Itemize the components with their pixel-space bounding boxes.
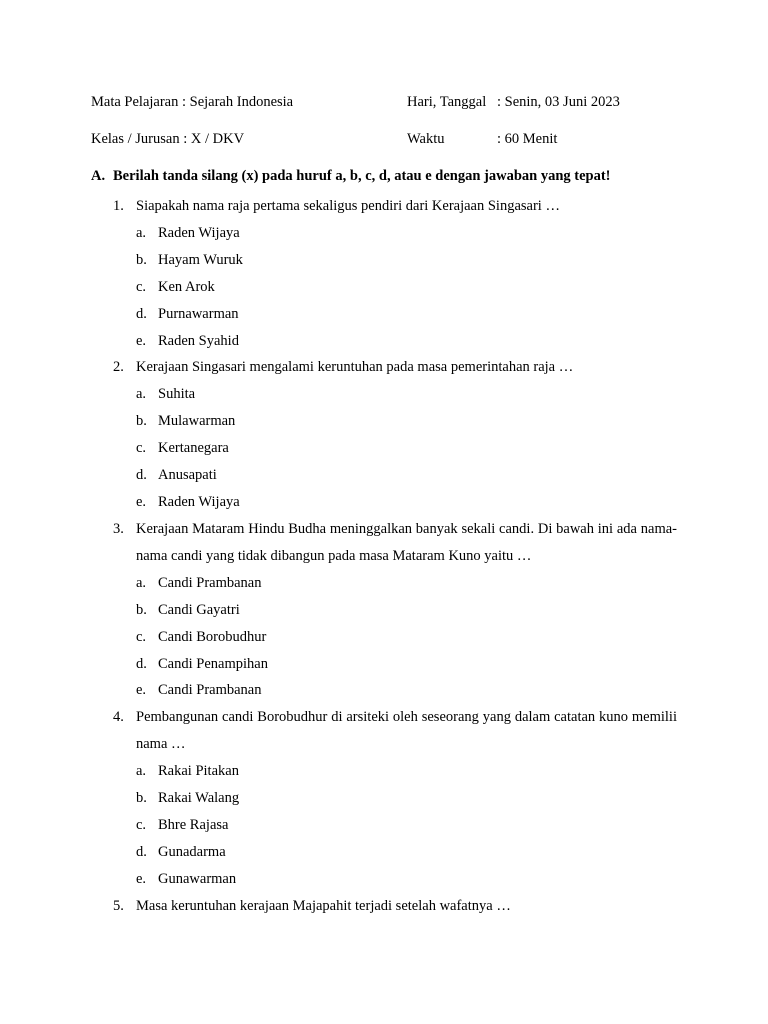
option-text: Candi Prambanan [158, 574, 262, 591]
option-letter: c. [136, 628, 147, 645]
answer-option [113, 328, 677, 355]
class-text: Kelas / Jurusan : X / DKV [91, 131, 245, 147]
option-text: Candi Prambanan [158, 682, 262, 699]
question-body: Siapakah nama raja pertama sekaligus pendiri dari Kerajaan Singasari … [136, 198, 560, 214]
option-text: Kertanegara [158, 440, 229, 457]
question-item [113, 516, 677, 704]
question-body: Kerajaan Mataram Hindu Budha meninggalkan banyak sekali candi. Di bawah ini ada nama-nama candi yang tidak dibangun pada masa Mataram Kuno yaitu … [136, 520, 677, 564]
option-letter: c. [136, 817, 147, 834]
answer-option [113, 489, 677, 516]
option-text: Candi Penampihan [158, 655, 268, 672]
question-body: Masa keruntuhan kerajaan Majapahit terjadi setelah wafatnya … [136, 897, 511, 914]
question-number: 1. [113, 198, 124, 214]
section-instruction-text: Berilah tanda silang (x) pada huruf a, b, c, d, atau e dengan jawaban yang tepat! [113, 168, 611, 184]
question-number: 5. [113, 897, 124, 914]
question-text [113, 516, 677, 570]
answer-option [113, 462, 677, 489]
question-body: Kerajaan Singasari mengalami keruntuhan pada masa pemerintahan raja … [136, 359, 574, 376]
option-letter: b. [136, 251, 147, 268]
option-letter: d. [136, 467, 147, 484]
question-text [113, 193, 677, 220]
option-text: Raden Wijaya [158, 225, 240, 241]
option-text: Mulawarman [158, 413, 236, 430]
answer-option [113, 758, 677, 785]
question-item [113, 704, 677, 892]
option-text: Ken Arok [158, 278, 215, 295]
option-letter: e. [136, 332, 147, 349]
question-list [0, 193, 768, 920]
option-letter: e. [136, 682, 147, 699]
option-letter: e. [136, 494, 147, 511]
option-letter: b. [136, 601, 147, 618]
option-letter: a. [136, 225, 147, 241]
answer-option [113, 812, 677, 839]
option-text: Candi Borobudhur [158, 628, 267, 645]
option-letter: b. [136, 413, 147, 430]
answer-option [113, 866, 677, 893]
answer-option [113, 408, 677, 435]
option-letter: a. [136, 574, 147, 591]
option-text: Bhre Rajasa [158, 817, 229, 834]
option-letter: a. [136, 386, 147, 403]
question-item [113, 193, 677, 354]
answer-option [113, 597, 677, 624]
answer-option [113, 570, 677, 597]
section-letter: A. [91, 168, 106, 184]
option-text: Anusapati [158, 467, 217, 484]
question-item [113, 354, 677, 515]
option-text: Candi Gayatri [158, 601, 240, 618]
option-text: Rakai Pitakan [158, 763, 239, 780]
answer-option [113, 677, 677, 704]
answer-option [113, 785, 677, 812]
option-text: Rakai Walang [158, 790, 240, 807]
time-value: : 60 Menit [497, 131, 558, 147]
option-letter: d. [136, 844, 147, 861]
option-letter: c. [136, 278, 147, 295]
answer-option [113, 274, 677, 301]
answer-option [113, 381, 677, 408]
option-text: Purnawarman [158, 305, 239, 322]
time-label: Waktu [407, 131, 445, 147]
answer-option [113, 220, 677, 247]
header-row-class [91, 129, 691, 149]
day-value: : Senin, 03 Juni 2023 [497, 94, 620, 110]
answer-option [113, 247, 677, 274]
option-letter: e. [136, 870, 147, 887]
question-text [113, 354, 677, 381]
subject-text: Mata Pelajaran : Sejarah Indonesia [91, 94, 294, 110]
question-number: 2. [113, 359, 124, 376]
answer-option [113, 435, 677, 462]
answer-option [113, 651, 677, 678]
answer-option [113, 839, 677, 866]
option-letter: d. [136, 305, 147, 322]
section-instruction [91, 166, 681, 186]
option-letter: b. [136, 790, 147, 807]
option-text: Suhita [158, 386, 196, 403]
option-text: Raden Wijaya [158, 494, 240, 511]
question-text [113, 893, 677, 920]
answer-option [113, 301, 677, 328]
option-text: Gunadarma [158, 844, 226, 861]
day-label: Hari, Tanggal [407, 94, 487, 110]
option-letter: c. [136, 440, 147, 457]
question-item [113, 893, 677, 920]
question-number: 3. [113, 520, 124, 537]
option-text: Raden Syahid [158, 332, 239, 349]
header-row-subject [91, 92, 691, 112]
option-letter: a. [136, 763, 147, 780]
question-body: Pembangunan candi Borobudhur di arsiteki oleh seseorang yang dalam catatan kuno memilii nama … [136, 709, 677, 753]
option-letter: d. [136, 655, 147, 672]
option-text: Hayam Wuruk [158, 251, 243, 268]
question-number: 4. [113, 709, 124, 726]
question-text [113, 704, 677, 758]
answer-option [113, 624, 677, 651]
option-text: Gunawarman [158, 870, 237, 887]
